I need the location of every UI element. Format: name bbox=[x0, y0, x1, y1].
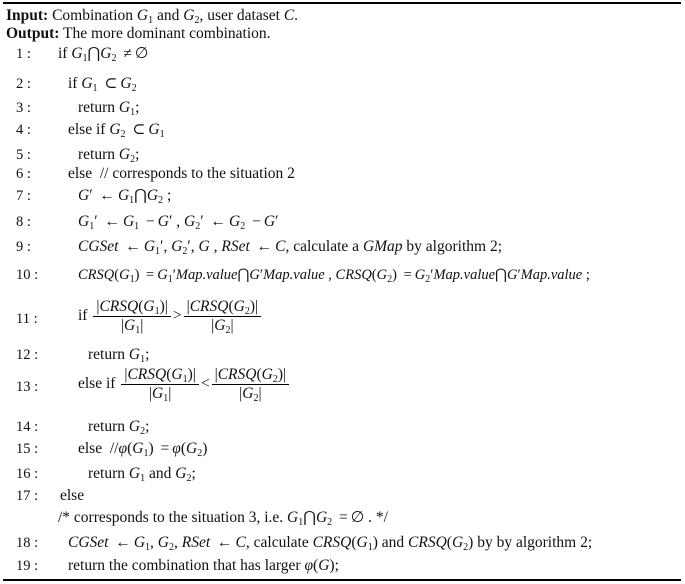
denominator bbox=[121, 385, 199, 403]
sub-1: 1 bbox=[163, 393, 169, 404]
sym-g: G bbox=[261, 366, 273, 383]
comma: , bbox=[176, 213, 181, 230]
bar: | bbox=[214, 366, 218, 383]
sym-g: G bbox=[143, 238, 156, 255]
sym-g: G bbox=[185, 440, 198, 457]
denominator bbox=[93, 317, 171, 335]
input-label: Input: bbox=[6, 7, 49, 24]
line-number: 17 : bbox=[16, 488, 39, 504]
line-content bbox=[78, 440, 207, 458]
kw-else-if: else if bbox=[78, 375, 116, 393]
sym-crsq: CRSQ bbox=[408, 534, 447, 551]
sym-g: G bbox=[71, 45, 83, 62]
sym-g: G bbox=[109, 121, 121, 138]
sym-cgset: CGSet bbox=[68, 534, 109, 551]
line-number: 2 : bbox=[16, 76, 31, 92]
op-eq: = bbox=[339, 509, 348, 526]
op-assign: ← bbox=[99, 187, 115, 204]
paren: ( bbox=[138, 298, 144, 315]
line-number: 3 : bbox=[16, 100, 31, 116]
sym-g: G bbox=[414, 267, 426, 283]
fraction-g2 bbox=[212, 366, 290, 403]
sym-g: G bbox=[146, 187, 159, 204]
comment: // bbox=[109, 440, 119, 457]
kw-return: return bbox=[78, 146, 116, 163]
sym-map-value: Map.value bbox=[520, 267, 583, 283]
prime: ′ bbox=[160, 238, 164, 255]
denominator bbox=[184, 317, 262, 335]
sym-g: G bbox=[171, 366, 183, 383]
line-content bbox=[78, 213, 278, 231]
sym-g: G bbox=[506, 267, 518, 283]
paren: ) bbox=[372, 534, 378, 551]
and-text: and bbox=[157, 7, 180, 24]
line-number: 16 : bbox=[16, 466, 39, 482]
paren: ) bbox=[202, 440, 208, 457]
semicolon: ; bbox=[145, 346, 150, 363]
paren: ) bbox=[187, 366, 193, 383]
prime: ′ bbox=[259, 267, 264, 283]
line-text: , calculate a bbox=[285, 238, 360, 255]
kw-if: if bbox=[78, 307, 88, 325]
output-label: Output: bbox=[6, 25, 60, 42]
bar: | bbox=[164, 298, 168, 315]
paren: ) bbox=[392, 267, 397, 283]
sym-c: C bbox=[275, 238, 286, 255]
semicolon: ; bbox=[135, 99, 140, 116]
op-minus: − bbox=[252, 213, 261, 230]
input-end: . bbox=[294, 7, 299, 24]
sub-1: 1 bbox=[92, 83, 98, 94]
sym-g: G bbox=[157, 267, 168, 283]
sym-g: G bbox=[120, 75, 132, 92]
sub-1: 1 bbox=[159, 129, 165, 140]
op-cap: ⋂ bbox=[237, 267, 250, 283]
op-cap: ⋂ bbox=[87, 45, 101, 62]
bar: | bbox=[186, 298, 190, 315]
sym-phi: φ bbox=[118, 440, 128, 457]
line-content bbox=[78, 187, 171, 205]
sub-2: 2 bbox=[240, 221, 246, 232]
line-content bbox=[88, 346, 149, 364]
semicolon: ; bbox=[334, 557, 339, 574]
line-content bbox=[78, 99, 139, 117]
sub-2: 2 bbox=[111, 53, 117, 64]
sym-crsq: CRSQ bbox=[99, 298, 139, 315]
paren: ) bbox=[249, 298, 256, 315]
sym-g: G bbox=[118, 99, 131, 116]
line-content bbox=[78, 298, 263, 335]
line-content bbox=[78, 238, 502, 256]
sub-1: 1 bbox=[182, 374, 188, 385]
kw-else: else bbox=[78, 440, 103, 457]
g2-subscript: 2 bbox=[194, 15, 200, 26]
comment: . */ bbox=[368, 509, 388, 526]
comma: , bbox=[213, 238, 218, 255]
line-content bbox=[68, 534, 592, 552]
bar: | bbox=[283, 366, 287, 383]
kw-else-if: else if bbox=[68, 121, 106, 138]
line-content bbox=[68, 121, 165, 139]
line-content bbox=[58, 45, 148, 63]
bar: | bbox=[120, 317, 124, 334]
line-number: 8 : bbox=[16, 214, 31, 230]
line-number: 1 : bbox=[16, 46, 31, 62]
paren: ) bbox=[468, 534, 474, 551]
line-number: 13 : bbox=[16, 379, 39, 395]
op-subset: ⊂ bbox=[132, 121, 146, 138]
prime: ′ bbox=[275, 213, 279, 230]
sub-2: 2 bbox=[463, 542, 469, 553]
sym-phi: φ bbox=[172, 440, 181, 457]
sub-2: 2 bbox=[244, 306, 250, 317]
sub-1: 1 bbox=[167, 274, 173, 285]
prime: ′ bbox=[187, 238, 191, 255]
line-text: by algorithm 2; bbox=[406, 238, 502, 255]
bottom-rule bbox=[3, 579, 681, 581]
sym-g: G bbox=[148, 121, 160, 138]
sub-1: 1 bbox=[129, 274, 135, 285]
numerator bbox=[121, 366, 199, 385]
numerator bbox=[184, 298, 262, 317]
op-assign: ← bbox=[125, 238, 141, 255]
sym-g: G bbox=[198, 238, 210, 255]
sym-g: G bbox=[249, 267, 260, 283]
prime: ′ bbox=[200, 213, 204, 230]
empty-set: ∅ bbox=[350, 509, 365, 526]
sym-g: G bbox=[184, 213, 196, 230]
kw-return: return bbox=[88, 418, 126, 435]
paren: ( bbox=[127, 440, 133, 457]
op-lt: < bbox=[200, 375, 210, 393]
input-line bbox=[6, 7, 298, 25]
output-line bbox=[6, 25, 271, 43]
op-assign: ← bbox=[217, 534, 233, 551]
line-content bbox=[68, 75, 137, 93]
bar: | bbox=[148, 385, 152, 402]
prime: ′ bbox=[169, 213, 173, 230]
sym-g: G bbox=[287, 509, 299, 526]
sym-g: G bbox=[124, 317, 136, 334]
line-text: and bbox=[381, 534, 405, 551]
bar: | bbox=[239, 385, 243, 402]
sub-1: 1 bbox=[155, 246, 161, 257]
sub-1: 1 bbox=[129, 195, 135, 206]
paren: ( bbox=[313, 557, 319, 574]
sym-g: G bbox=[175, 465, 187, 482]
comma: , bbox=[163, 238, 168, 255]
paren: ) bbox=[277, 366, 283, 383]
line-number: 12 : bbox=[16, 347, 39, 363]
g1-subscript: 1 bbox=[148, 15, 154, 26]
sub-1: 1 bbox=[145, 542, 151, 553]
sym-g: G bbox=[133, 534, 146, 551]
op-eq: = bbox=[146, 267, 155, 283]
op-assign: ← bbox=[115, 534, 131, 551]
op-cap: ⋂ bbox=[495, 267, 507, 283]
paren: ( bbox=[180, 440, 186, 457]
sym-g: G bbox=[118, 146, 131, 163]
empty-set: ∅ bbox=[134, 45, 149, 62]
sub-2: 2 bbox=[197, 448, 203, 459]
sym-phi: φ bbox=[304, 557, 314, 574]
bar: | bbox=[168, 385, 172, 402]
op-eq: = bbox=[403, 267, 412, 283]
dataset-symbol: C bbox=[283, 7, 295, 24]
sub-2: 2 bbox=[272, 374, 278, 385]
sym-g: G bbox=[171, 238, 183, 255]
line-content bbox=[78, 146, 139, 164]
sub-1: 1 bbox=[140, 473, 146, 484]
sub-2: 2 bbox=[158, 195, 164, 206]
sub-1: 1 bbox=[82, 53, 88, 64]
sub-2: 2 bbox=[140, 426, 146, 437]
comma: , bbox=[190, 238, 195, 255]
line-number: 19 : bbox=[16, 558, 39, 574]
kw-if: if bbox=[68, 75, 78, 92]
sym-g: G bbox=[263, 213, 276, 230]
sym-g: G bbox=[119, 267, 130, 283]
sub-2: 2 bbox=[120, 129, 126, 140]
sym-g: G bbox=[318, 557, 330, 574]
kw-else: else bbox=[68, 165, 93, 182]
line-content bbox=[78, 266, 590, 284]
op-assign: ← bbox=[210, 213, 226, 230]
paren: ( bbox=[446, 534, 452, 551]
sym-g: G bbox=[143, 298, 155, 315]
line-content bbox=[68, 165, 295, 183]
paren: ) bbox=[329, 557, 335, 574]
sub-1: 1 bbox=[134, 221, 140, 232]
paren: ( bbox=[351, 534, 357, 551]
sym-crsq: CRSQ bbox=[78, 267, 115, 283]
sym-g: G bbox=[233, 298, 245, 315]
sym-g: G bbox=[78, 213, 90, 230]
line-content bbox=[58, 509, 388, 527]
denominator bbox=[212, 385, 290, 403]
paren: ( bbox=[228, 298, 234, 315]
line-number: 14 : bbox=[16, 419, 39, 435]
line-number: 9 : bbox=[16, 239, 31, 255]
kw-and: and bbox=[148, 465, 172, 482]
line-number: 6 : bbox=[16, 166, 31, 182]
prime: ′ bbox=[430, 267, 434, 283]
semicolon: ; bbox=[191, 465, 196, 482]
line-text: return the combination that has larger bbox=[68, 557, 301, 574]
bar: | bbox=[255, 298, 259, 315]
sub-1: 1 bbox=[135, 325, 141, 336]
sub-2: 2 bbox=[169, 542, 174, 553]
sym-g: G bbox=[151, 385, 164, 402]
op-gt: > bbox=[172, 307, 182, 325]
op-minus: − bbox=[146, 213, 155, 230]
bar: | bbox=[211, 317, 215, 334]
sub-2: 2 bbox=[131, 83, 137, 94]
sym-g: G bbox=[128, 346, 141, 363]
sub-1: 1 bbox=[130, 107, 136, 118]
kw-else: else bbox=[60, 487, 85, 504]
sym-map-value: Map.value bbox=[175, 267, 238, 283]
algorithm-box bbox=[3, 2, 681, 4]
bar: | bbox=[124, 366, 128, 383]
sub-2: 2 bbox=[327, 517, 333, 528]
sym-g: G bbox=[128, 418, 141, 435]
numerator bbox=[212, 366, 290, 385]
sym-g: G bbox=[228, 213, 241, 230]
sub-2: 2 bbox=[186, 473, 192, 484]
sym-map-value: Map.value bbox=[263, 267, 325, 283]
line-content bbox=[88, 465, 196, 483]
sym-g: G bbox=[376, 267, 388, 283]
line-number: 5 : bbox=[16, 147, 31, 163]
paren: ) bbox=[134, 267, 140, 283]
op-neq: ≠ bbox=[123, 45, 132, 62]
sub-1: 1 bbox=[140, 354, 146, 365]
sym-g: G bbox=[242, 385, 254, 402]
sym-g: G bbox=[81, 75, 93, 92]
sym-g: G bbox=[100, 45, 112, 62]
prime: ′ bbox=[89, 187, 93, 204]
kw-return: return bbox=[88, 346, 126, 363]
line-number: 11 : bbox=[16, 311, 38, 327]
comma: , bbox=[150, 534, 154, 551]
line-number: 4 : bbox=[16, 122, 31, 138]
sym-c: C bbox=[235, 534, 246, 551]
g2-symbol: G bbox=[183, 7, 195, 24]
sym-cgset: CGSet bbox=[78, 238, 119, 255]
op-eq: = bbox=[160, 440, 170, 457]
sym-gmap: GMap bbox=[362, 238, 403, 255]
sym-rset: RSet bbox=[221, 238, 250, 255]
sym-g: G bbox=[315, 509, 328, 526]
sub-1: 1 bbox=[367, 542, 373, 553]
sym-crsq: CRSQ bbox=[335, 267, 372, 283]
paren: ( bbox=[166, 366, 172, 383]
prime: ′ bbox=[172, 267, 176, 283]
bar: | bbox=[258, 385, 262, 402]
comment: // corresponds to the situation 2 bbox=[99, 165, 295, 182]
paren: ( bbox=[371, 267, 377, 283]
comma: , bbox=[174, 534, 178, 551]
bar: | bbox=[192, 366, 196, 383]
paren: ( bbox=[256, 366, 262, 383]
prime: ′ bbox=[517, 267, 521, 283]
line-content bbox=[60, 487, 84, 505]
paren: ) bbox=[159, 298, 165, 315]
sym-rset: RSet bbox=[181, 534, 211, 551]
output-text: The more dominant combination. bbox=[63, 25, 271, 42]
semicolon: ; bbox=[145, 418, 150, 435]
kw-return: return bbox=[78, 99, 116, 116]
sym-g: G bbox=[117, 187, 130, 204]
sym-g: G bbox=[78, 187, 90, 204]
op-cap: ⋂ bbox=[303, 509, 316, 526]
paren: ) bbox=[148, 440, 154, 457]
sym-g: G bbox=[157, 534, 169, 551]
prime: ′ bbox=[94, 213, 98, 230]
sub-2: 2 bbox=[182, 246, 188, 257]
sym-g: G bbox=[214, 317, 226, 334]
kw-if: if bbox=[58, 45, 68, 62]
sym-crsq: CRSQ bbox=[217, 366, 257, 383]
line-content bbox=[88, 418, 149, 436]
op-cap: ⋂ bbox=[134, 187, 147, 204]
sym-g: G bbox=[128, 465, 141, 482]
comma: , bbox=[328, 267, 332, 283]
sub-1: 1 bbox=[89, 221, 95, 232]
input-tail: , user dataset bbox=[199, 7, 280, 24]
sub-2: 2 bbox=[130, 154, 136, 165]
semicolon: ; bbox=[166, 187, 172, 204]
sym-crsq: CRSQ bbox=[312, 534, 352, 551]
line-number: 7 : bbox=[16, 188, 31, 204]
sub-1: 1 bbox=[298, 517, 304, 528]
line-text: by by algorithm 2; bbox=[477, 534, 593, 551]
op-subset: ⊂ bbox=[104, 75, 118, 92]
sym-g: G bbox=[157, 213, 169, 230]
bar: | bbox=[140, 317, 144, 334]
op-assign: ← bbox=[256, 238, 273, 255]
comment: /* corresponds to the situation 3, i.e. bbox=[58, 509, 284, 526]
sym-g: G bbox=[451, 534, 464, 551]
bar: | bbox=[96, 298, 100, 315]
fraction-g1 bbox=[93, 298, 171, 335]
input-text: Combination bbox=[52, 7, 134, 24]
line-content bbox=[68, 557, 339, 575]
sub-2: 2 bbox=[425, 274, 431, 285]
sub-1: 1 bbox=[143, 448, 149, 459]
line-number: 18 : bbox=[16, 535, 39, 551]
sub-2: 2 bbox=[253, 393, 259, 404]
top-rule bbox=[3, 2, 681, 4]
g1-symbol: G bbox=[136, 7, 149, 24]
paren: ( bbox=[114, 267, 120, 283]
sym-g: G bbox=[356, 534, 368, 551]
sub-2: 2 bbox=[195, 221, 201, 232]
sym-crsq: CRSQ bbox=[127, 366, 167, 383]
bar: | bbox=[230, 317, 234, 334]
line-content bbox=[78, 366, 291, 403]
semicolon: ; bbox=[585, 267, 590, 283]
sym-map-value: Map.value bbox=[433, 267, 496, 283]
fraction-g2 bbox=[184, 298, 262, 335]
line-text: , calculate bbox=[245, 534, 309, 551]
sym-g: G bbox=[132, 440, 144, 457]
sub-2: 2 bbox=[225, 325, 231, 336]
numerator bbox=[93, 298, 171, 317]
kw-return: return bbox=[88, 465, 126, 482]
semicolon: ; bbox=[135, 146, 140, 163]
sym-crsq: CRSQ bbox=[189, 298, 229, 315]
op-assign: ← bbox=[104, 213, 120, 230]
fraction-g1 bbox=[121, 366, 199, 403]
line-number: 10 : bbox=[16, 267, 39, 283]
sub-2: 2 bbox=[387, 274, 393, 285]
line-number: 15 : bbox=[16, 441, 39, 457]
sub-1: 1 bbox=[154, 306, 160, 317]
sym-g: G bbox=[122, 213, 135, 230]
